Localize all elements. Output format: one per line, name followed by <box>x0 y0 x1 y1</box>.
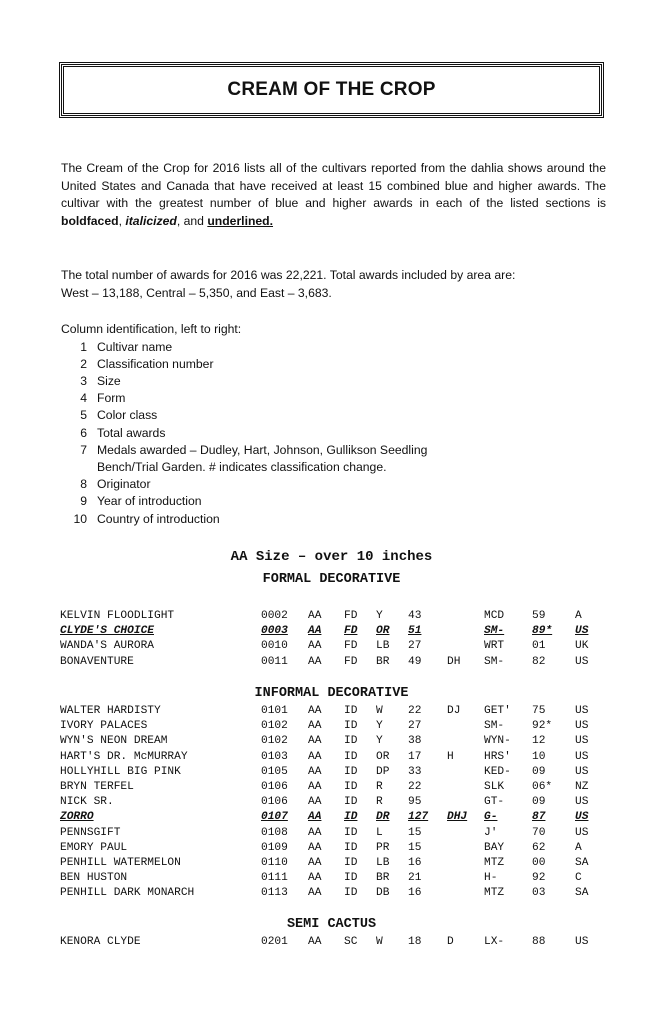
year-of-introduction: 59 <box>532 610 546 622</box>
size: AA <box>308 705 322 717</box>
cultivar-row <box>0 842 663 857</box>
originator: SLK <box>484 780 505 793</box>
cultivar-row <box>0 610 663 625</box>
size: AA <box>308 796 322 809</box>
column-identification-item <box>61 339 606 356</box>
title-box <box>61 64 602 116</box>
item-number: 1 <box>80 339 87 354</box>
item-text <box>97 373 606 390</box>
cultivar-row <box>0 640 663 655</box>
column-identification-item <box>61 476 606 493</box>
section-heading-formal-decorative: FORMAL DECORATIVE <box>262 572 401 587</box>
year-of-introduction: 12 <box>532 735 546 748</box>
total-awards: 18 <box>408 936 422 948</box>
size: AA <box>308 640 322 653</box>
total-awards: 95 <box>408 796 422 809</box>
originator: GET' <box>484 705 511 717</box>
total-awards: 16 <box>408 887 422 900</box>
form: ID <box>344 872 358 885</box>
originator: J' <box>484 826 498 839</box>
country: SA <box>575 887 589 900</box>
form: FD <box>344 655 358 668</box>
color-class: Y <box>376 720 383 733</box>
cultivar-row <box>0 705 663 720</box>
country: NZ <box>575 780 589 793</box>
year-of-introduction: 01 <box>532 640 546 653</box>
originator: GT- <box>484 796 505 809</box>
section-heading-semi-cactus: SEMI CACTUS <box>286 917 377 932</box>
classification-number: 0110 <box>261 856 288 869</box>
year-of-introduction: 09 <box>532 796 546 809</box>
section-rows-informal-decorative <box>0 705 663 902</box>
item-text <box>97 407 606 424</box>
originator: G- <box>484 811 498 824</box>
section-rows-semi-cactus <box>0 936 663 951</box>
cultivar-row <box>0 625 663 640</box>
color-class: Y <box>376 735 383 748</box>
classification-number: 0103 <box>261 750 288 763</box>
color-class: Y <box>376 610 383 622</box>
item-text-line: Form <box>97 391 126 406</box>
cultivar-name: KENORA CLYDE <box>60 936 141 948</box>
form: FD <box>344 610 358 622</box>
column-identification-item <box>61 356 606 373</box>
column-identification-label: Column identification, left to right: <box>61 322 242 336</box>
classification-number: 0102 <box>261 720 288 733</box>
cultivar-row <box>0 936 663 951</box>
total-awards: 43 <box>408 610 422 622</box>
column-identification-item <box>61 373 606 390</box>
total-awards: 27 <box>408 640 422 653</box>
year-of-introduction: 88 <box>532 936 546 948</box>
originator: HRS' <box>484 750 511 763</box>
size: AA <box>308 811 322 824</box>
cultivar-name: EMORY PAUL <box>60 841 128 854</box>
form: ID <box>344 705 358 717</box>
cultivar-name: PENHILL DARK MONARCH <box>60 887 195 900</box>
country: A <box>575 610 582 622</box>
cultivar-name: ZORRO <box>60 811 94 824</box>
originator: H- <box>484 872 498 885</box>
item-number: 9 <box>80 494 87 509</box>
size: AA <box>308 610 322 622</box>
year-of-introduction: 92 <box>532 872 546 885</box>
color-class: BR <box>376 655 390 668</box>
item-number: 2 <box>80 356 87 371</box>
cultivar-row <box>0 735 663 750</box>
item-number: 5 <box>80 408 87 423</box>
total-awards: 15 <box>408 841 422 854</box>
classification-number: 0011 <box>261 655 288 668</box>
year-of-introduction: 10 <box>532 750 546 763</box>
column-identification-item <box>61 511 606 528</box>
originator: MCD <box>484 610 505 622</box>
intro-bold-word: boldfaced <box>61 213 119 228</box>
cultivar-name: HOLLYHILL BIG PINK <box>60 765 181 778</box>
cultivar-row <box>0 656 663 671</box>
originator: MTZ <box>484 887 505 900</box>
total-awards: 38 <box>408 735 422 748</box>
year-of-introduction: 62 <box>532 841 546 854</box>
cultivar-name: CLYDE'S CHOICE <box>60 625 154 638</box>
size-heading: AA Size – over 10 inches <box>230 549 433 565</box>
item-text <box>97 493 606 510</box>
classification-number: 0106 <box>261 796 288 809</box>
column-identification-item <box>61 493 606 510</box>
cultivar-name: KELVIN FLOODLIGHT <box>60 610 175 622</box>
intro-italic-word: italicized <box>125 213 177 228</box>
year-of-introduction: 82 <box>532 655 546 668</box>
medals: DH <box>447 655 461 668</box>
cultivar-name: BRYN TERFEL <box>60 780 134 793</box>
color-class: LB <box>376 640 390 653</box>
country: US <box>575 625 589 638</box>
size: AA <box>308 872 322 885</box>
total-awards: 22 <box>408 705 422 717</box>
form: ID <box>344 887 358 900</box>
cultivar-row <box>0 872 663 887</box>
country: US <box>575 655 589 668</box>
column-identification-item <box>61 442 606 476</box>
total-awards: 51 <box>408 625 422 638</box>
size: AA <box>308 856 322 869</box>
cultivar-row <box>0 796 663 811</box>
total-awards: 27 <box>408 720 422 733</box>
column-identification-item <box>61 390 606 407</box>
form: ID <box>344 811 358 824</box>
country: US <box>575 735 589 748</box>
cultivar-row <box>0 857 663 872</box>
classification-number: 0010 <box>261 640 288 653</box>
year-of-introduction: 00 <box>532 856 546 869</box>
item-text <box>97 511 606 528</box>
cultivar-name: WYN'S NEON DREAM <box>60 735 168 748</box>
color-class: OR <box>376 750 390 763</box>
form: ID <box>344 750 358 763</box>
size: AA <box>308 826 322 839</box>
color-class: PR <box>376 841 390 854</box>
item-number: 8 <box>80 477 87 492</box>
originator: KED- <box>484 765 511 778</box>
form: ID <box>344 780 358 793</box>
size: AA <box>308 887 322 900</box>
column-identification-item <box>61 425 606 442</box>
classification-number: 0102 <box>261 735 288 748</box>
form: ID <box>344 841 358 854</box>
item-text <box>97 390 606 407</box>
size: AA <box>308 720 322 733</box>
form: FD <box>344 640 358 653</box>
column-identification-item <box>61 407 606 424</box>
cultivar-row <box>0 887 663 902</box>
item-number: 4 <box>80 391 87 406</box>
cultivar-name: NICK SR. <box>60 796 114 809</box>
form: ID <box>344 796 358 809</box>
country: US <box>575 765 589 778</box>
cultivar-name: WALTER HARDISTY <box>60 705 161 717</box>
country: US <box>575 811 589 824</box>
size: AA <box>308 936 322 948</box>
country: US <box>575 750 589 763</box>
country: US <box>575 796 589 809</box>
item-text <box>97 425 606 442</box>
item-text <box>97 356 606 373</box>
originator: LX- <box>484 936 505 948</box>
year-of-introduction: 75 <box>532 705 546 717</box>
country: US <box>575 705 589 717</box>
color-class: LB <box>376 856 390 869</box>
size: AA <box>308 625 322 638</box>
classification-number: 0105 <box>261 765 288 778</box>
originator: MTZ <box>484 856 505 869</box>
classification-number: 0003 <box>261 625 288 638</box>
column-identification-list <box>61 339 606 528</box>
year-of-introduction: 92* <box>532 720 553 733</box>
form: ID <box>344 856 358 869</box>
item-text <box>97 339 606 356</box>
color-class: R <box>376 780 383 793</box>
intro-sep: , <box>118 213 126 228</box>
cultivar-name: IVORY PALACES <box>60 720 148 733</box>
originator: SM- <box>484 720 505 733</box>
color-class: DP <box>376 765 390 778</box>
originator: SM- <box>484 625 505 638</box>
item-text-line: Originator <box>97 477 151 492</box>
totals-paragraph <box>61 267 606 302</box>
size: AA <box>308 735 322 748</box>
classification-number: 0106 <box>261 780 288 793</box>
total-awards: 33 <box>408 765 422 778</box>
country: UK <box>575 640 589 653</box>
cultivar-row <box>0 827 663 842</box>
color-class: BR <box>376 872 390 885</box>
item-number: 7 <box>80 442 87 457</box>
form: ID <box>344 735 358 748</box>
cultivar-name: WANDA'S AURORA <box>60 640 154 653</box>
color-class: DB <box>376 887 390 900</box>
form: SC <box>344 936 358 948</box>
item-text-line: Size <box>97 373 121 388</box>
country: C <box>575 872 582 885</box>
total-awards: 17 <box>408 750 422 763</box>
form: ID <box>344 720 358 733</box>
cultivar-name: BEN HUSTON <box>60 872 128 885</box>
medals: D <box>447 936 454 948</box>
color-class: OR <box>376 625 390 638</box>
originator: BAY <box>484 841 505 854</box>
size: AA <box>308 841 322 854</box>
item-text-line: Cultivar name <box>97 339 173 354</box>
size: AA <box>308 750 322 763</box>
cultivar-name: PENNSGIFT <box>60 826 121 839</box>
year-of-introduction: 03 <box>532 887 546 900</box>
total-awards: 49 <box>408 655 422 668</box>
color-class: R <box>376 796 383 809</box>
page-title: CREAM OF THE CROP <box>227 79 436 100</box>
intro-underline-word: underlined. <box>207 213 274 228</box>
classification-number: 0002 <box>261 610 288 622</box>
intro-paragraph <box>61 160 606 230</box>
classification-number: 0201 <box>261 936 288 948</box>
column-identification <box>61 321 606 528</box>
form: ID <box>344 826 358 839</box>
medals: DHJ <box>447 811 468 824</box>
color-class: W <box>376 936 383 948</box>
originator: WRT <box>484 640 505 653</box>
item-text-line: Year of introduction <box>97 494 202 509</box>
item-number: 3 <box>80 373 87 388</box>
classification-number: 0101 <box>261 705 288 717</box>
item-text-line: Bench/Trial Garden. # indicates classification change. <box>97 459 387 474</box>
cultivar-row <box>0 751 663 766</box>
classification-number: 0108 <box>261 826 288 839</box>
item-text-line: Classification number <box>97 356 214 371</box>
form: ID <box>344 765 358 778</box>
color-class: DR <box>376 811 390 824</box>
cultivar-row <box>0 811 663 826</box>
item-text-line: Medals awarded – Dudley, Hart, Johnson, Gullikson Seedling <box>97 442 428 457</box>
total-awards: 22 <box>408 780 422 793</box>
country: SA <box>575 856 589 869</box>
country: US <box>575 720 589 733</box>
item-text-line: Color class <box>97 408 158 423</box>
country: A <box>575 841 582 854</box>
year-of-introduction: 06* <box>532 780 553 793</box>
classification-number: 0111 <box>261 872 288 885</box>
medals: H <box>447 750 454 763</box>
medals: DJ <box>447 705 461 717</box>
size: AA <box>308 780 322 793</box>
section-heading-informal-decorative: INFORMAL DECORATIVE <box>254 686 409 701</box>
classification-number: 0107 <box>261 811 288 824</box>
cultivar-name: HART'S DR. McMURRAY <box>60 750 188 763</box>
country: US <box>575 936 589 948</box>
color-class: W <box>376 705 383 717</box>
totals-line-1: The total number of awards for 2016 was 22,221. Total awards included by area are: <box>61 268 516 282</box>
form: FD <box>344 625 358 638</box>
section-rows-formal-decorative <box>0 610 663 671</box>
cultivar-name: PENHILL WATERMELON <box>60 856 181 869</box>
total-awards: 127 <box>408 811 429 824</box>
item-number: 6 <box>80 425 87 440</box>
item-number: 10 <box>73 511 87 526</box>
total-awards: 16 <box>408 856 422 869</box>
item-text <box>97 476 606 493</box>
size: AA <box>308 655 322 668</box>
originator: WYN- <box>484 735 511 748</box>
size: AA <box>308 765 322 778</box>
year-of-introduction: 87 <box>532 811 546 824</box>
year-of-introduction: 70 <box>532 826 546 839</box>
year-of-introduction: 09 <box>532 765 546 778</box>
intro-sep: , and <box>176 213 208 228</box>
year-of-introduction: 89* <box>532 625 553 638</box>
item-text-line: Country of introduction <box>97 511 220 526</box>
classification-number: 0109 <box>261 841 288 854</box>
cultivar-row <box>0 766 663 781</box>
item-text-line: Total awards <box>97 425 166 440</box>
cultivar-row <box>0 720 663 735</box>
originator: SM- <box>484 655 505 668</box>
intro-text: The Cream of the Crop for 2016 lists all of the cultivars reported from the dahlia shows around the United States and Canada that have received at least 15 combined blue and higher awards. The cultivar with the greatest number of blue and higher awards in each of the listed sections is <box>61 161 606 210</box>
cultivar-name: BONAVENTURE <box>60 655 134 668</box>
item-text <box>97 442 606 476</box>
total-awards: 21 <box>408 872 422 885</box>
country: US <box>575 826 589 839</box>
color-class: L <box>376 826 383 839</box>
totals-line-2: West – 13,188, Central – 5,350, and East – 3,683. <box>61 285 332 300</box>
cultivar-row <box>0 781 663 796</box>
classification-number: 0113 <box>261 887 288 900</box>
total-awards: 15 <box>408 826 422 839</box>
